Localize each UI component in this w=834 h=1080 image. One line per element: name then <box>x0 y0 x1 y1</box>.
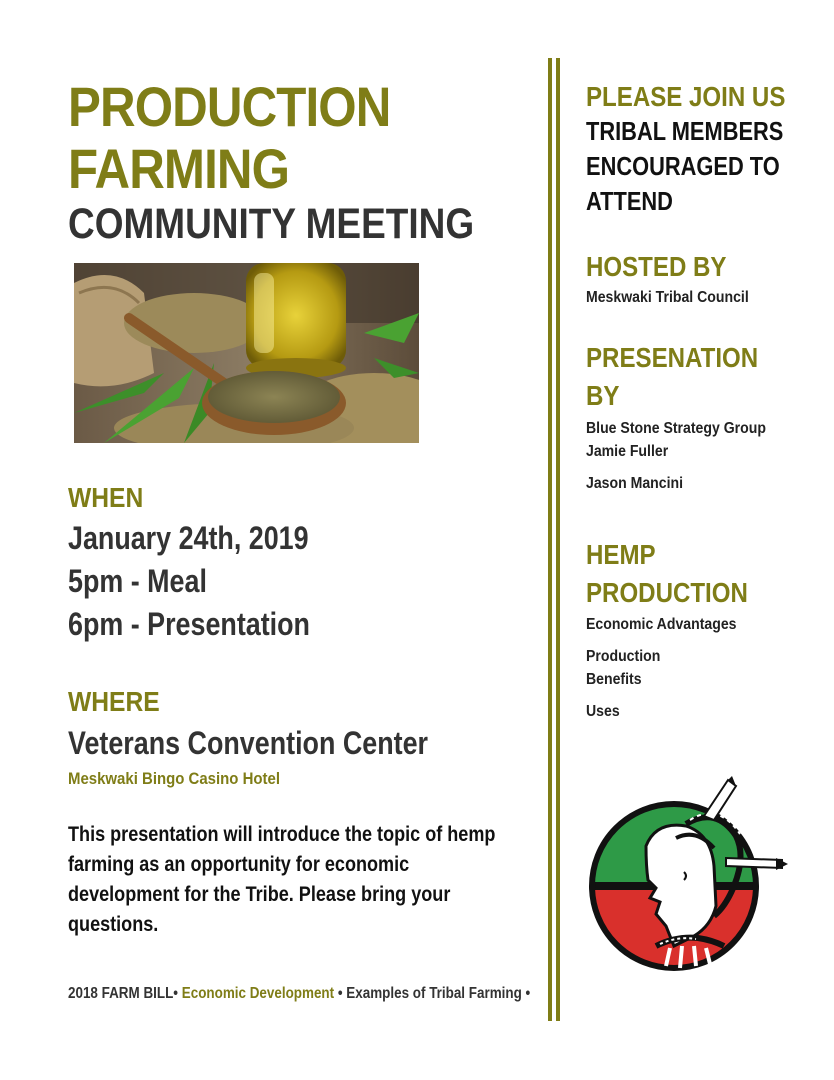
presentation-time: 6pm - Presentation <box>68 606 310 642</box>
event-date: January 24th, 2019 <box>68 520 309 556</box>
title-line-3: COMMUNITY MEETING <box>68 200 475 248</box>
join-line-1: TRIBAL MEMBERS <box>586 116 784 146</box>
venue-subtitle: Meskwaki Bingo Casino Hotel <box>68 769 280 788</box>
hemp-production-heading: PRODUCTION <box>586 577 748 608</box>
footer-topics <box>68 982 538 1005</box>
where-heading: WHERE <box>68 686 160 717</box>
when-heading: WHEN <box>68 482 144 513</box>
join-heading: PLEASE JOIN US <box>586 81 786 112</box>
event-description: This presentation will introduce the topic of hemp farming as an opportunity for economic development for the Tribe. Please bring your questions. <box>68 823 496 936</box>
presenter-1: Jamie Fuller <box>586 443 669 460</box>
meskwaki-tribal-logo <box>586 776 791 976</box>
venue-name: Veterans Convention Center <box>68 725 428 761</box>
footer-topic-tribal-farming: • Examples of Tribal Farming • <box>334 985 531 1002</box>
topic-production: Production <box>586 648 661 665</box>
title-line-2: FARMING <box>68 137 290 200</box>
hosted-heading: HOSTED BY <box>586 251 727 282</box>
presentation-heading: PRESENATION <box>586 342 759 373</box>
column-divider-inner <box>556 58 560 1021</box>
host-name: Meskwaki Tribal Council <box>586 289 749 306</box>
presentation-heading-by: BY <box>586 380 620 411</box>
presenter-2: Jason Mancini <box>586 475 684 492</box>
presenter-org: Blue Stone Strategy Group <box>586 420 766 437</box>
meal-time: 5pm - Meal <box>68 563 207 599</box>
topic-benefits: Benefits <box>586 671 642 688</box>
title-line-1: PRODUCTION <box>68 75 391 138</box>
hemp-heading: HEMP <box>586 539 656 570</box>
topic-economic-advantages: Economic Advantages <box>586 616 737 633</box>
join-line-2: ENCOURAGED TO <box>586 151 780 181</box>
footer-topic-economic-development: Economic Development <box>181 985 335 1002</box>
column-divider <box>548 58 552 1021</box>
footer-topic-farm-bill: 2018 FARM BILL• <box>68 985 179 1002</box>
topic-uses: Uses <box>586 703 620 720</box>
hemp-seeds-oil-photo <box>74 263 419 443</box>
join-line-3: ATTEND <box>586 186 673 216</box>
